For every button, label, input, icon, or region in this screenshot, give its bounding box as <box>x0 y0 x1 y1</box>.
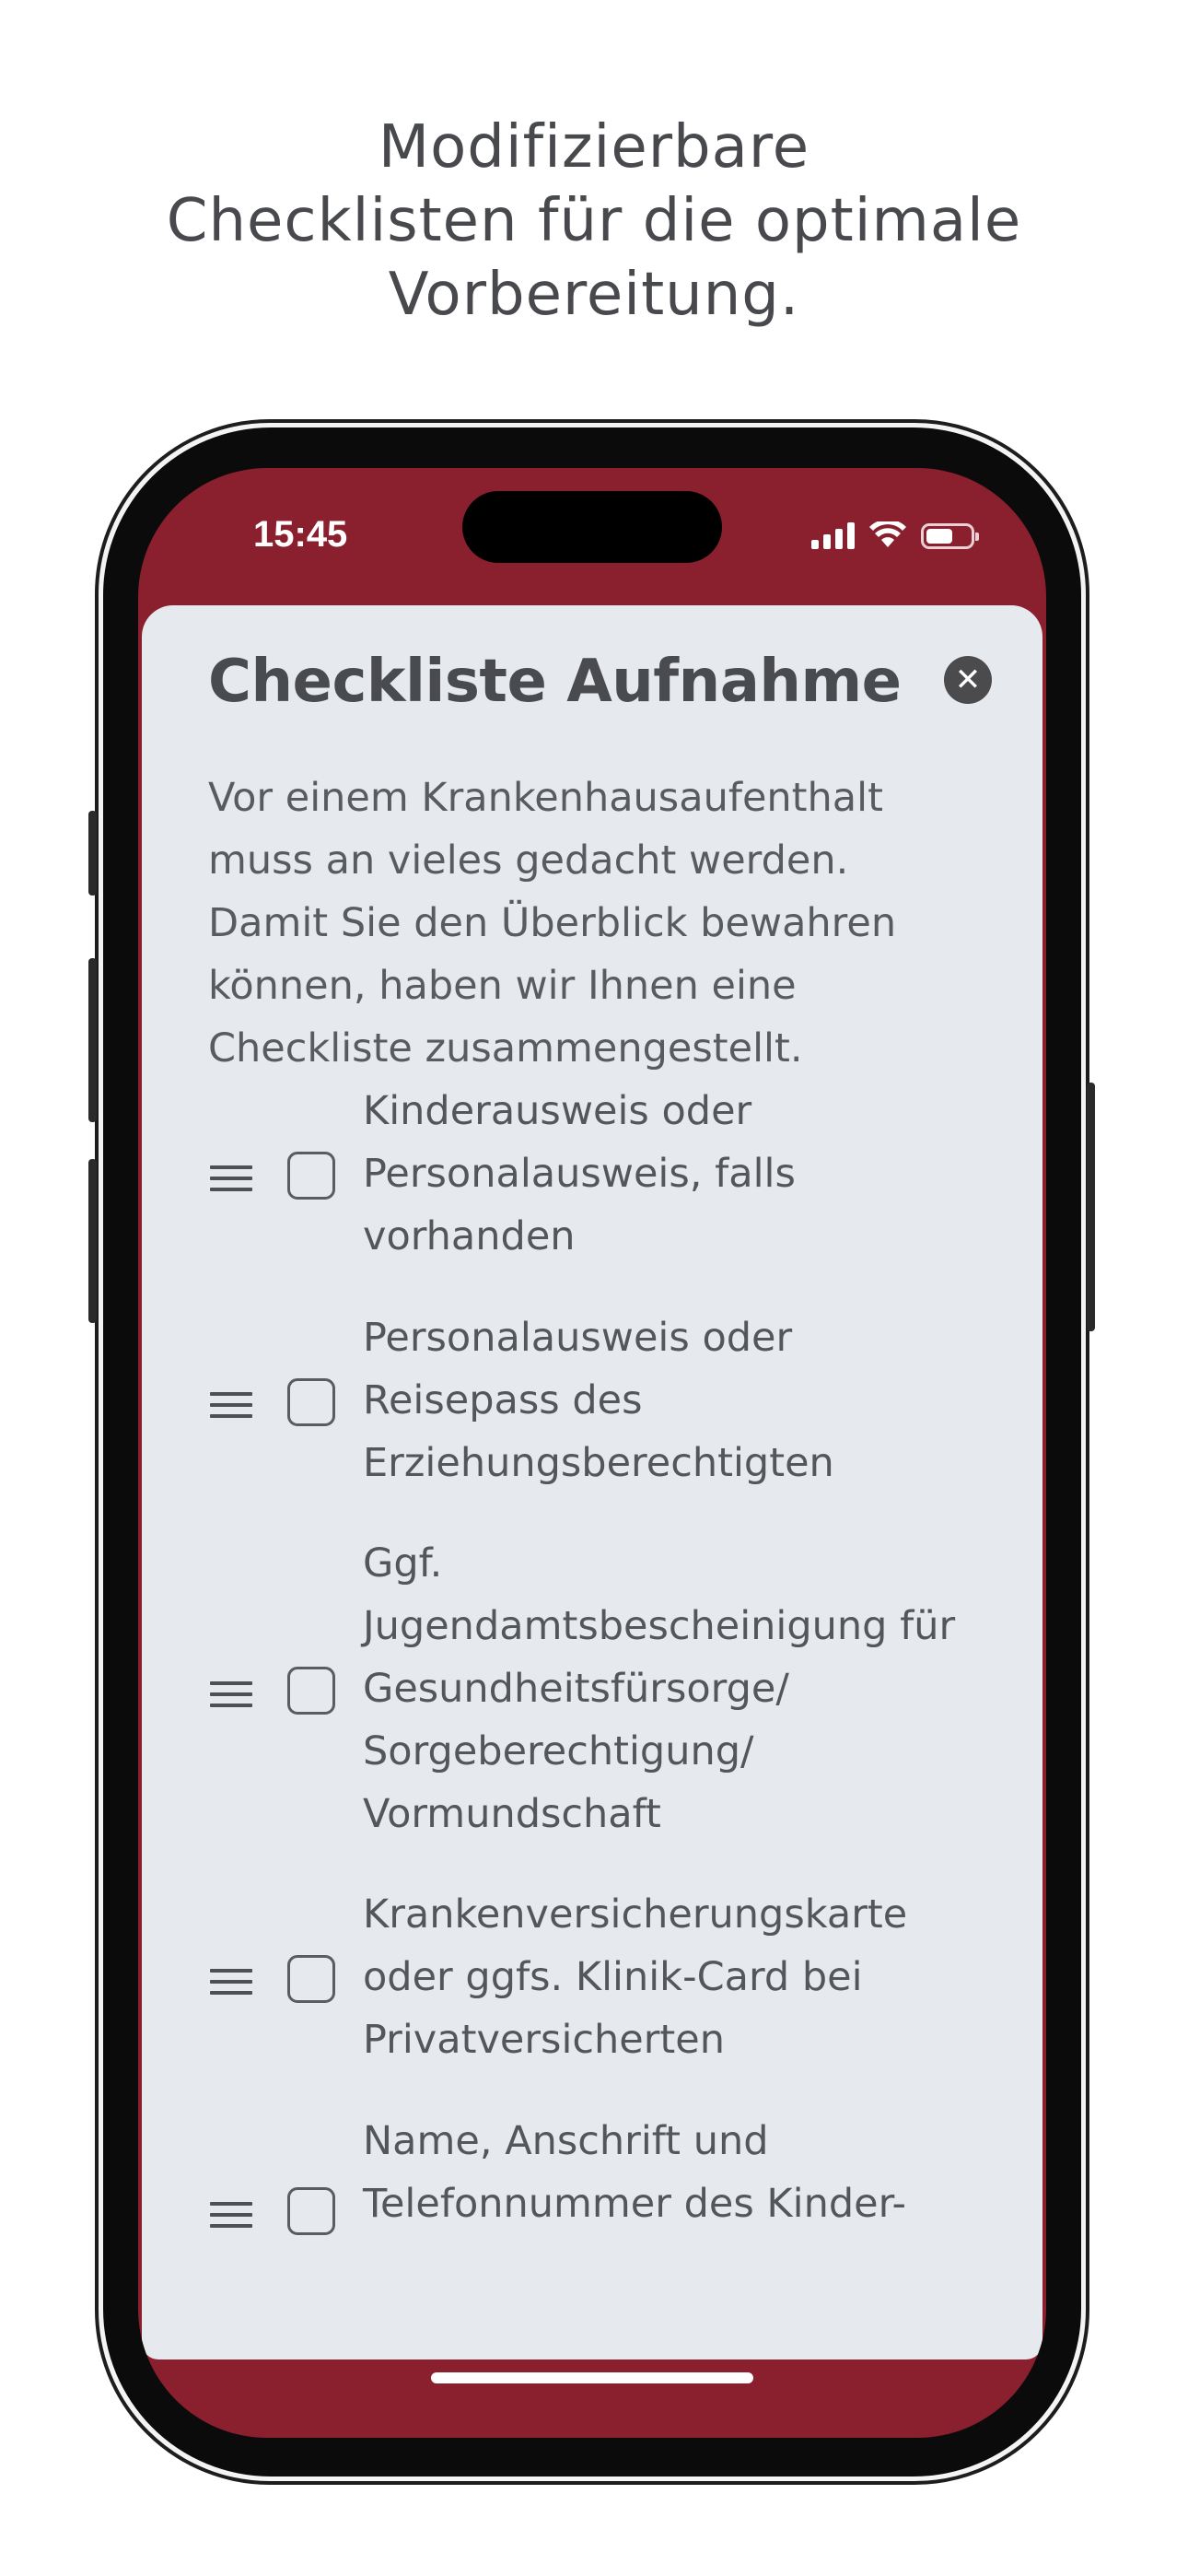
item-label-line: Privatversicherten <box>363 2017 725 2063</box>
item-label <box>363 1306 998 1494</box>
headline-line-2: Checklisten für die optimale <box>166 187 1022 255</box>
item-label <box>363 1080 998 1268</box>
item-label-line: Name, Anschrift und <box>363 2118 769 2164</box>
intro-line: können, haben wir Ihnen eine <box>208 963 797 1009</box>
volume-down-button <box>88 1159 97 1323</box>
intro-line: muss an vieles gedacht werden. <box>208 837 849 884</box>
headline-line-3: Vorbereitung. <box>388 261 800 329</box>
checklist-title: Checkliste Aufnahme <box>208 648 902 716</box>
headline-line-1: Modifizierbare <box>378 113 810 181</box>
item-checkbox[interactable] <box>287 1955 335 2003</box>
item-label-line: Gesundheitsfürsorge/ <box>363 1666 789 1712</box>
power-button <box>1087 1083 1095 1331</box>
item-label-line: Personalausweis oder <box>363 1315 793 1361</box>
item-label-line: vorhanden <box>363 1213 576 1259</box>
drag-handle-icon[interactable] <box>210 1165 252 1191</box>
item-checkbox[interactable] <box>287 1667 335 1715</box>
marketing-headline <box>0 111 1188 332</box>
item-label-line: Ggf. <box>363 1540 443 1587</box>
status-icons <box>811 521 974 549</box>
checklist-item <box>142 1080 1042 1268</box>
checklist-item <box>142 2110 1042 2359</box>
drag-handle-icon[interactable] <box>210 1681 252 1707</box>
checklist-item <box>142 1532 1042 1845</box>
intro-line: Vor einem Krankenhausaufenthalt <box>208 775 883 821</box>
item-label-line: Reisepass des <box>363 1377 643 1423</box>
item-label-line: Krankenversicherungskarte <box>363 1891 908 1938</box>
item-label <box>363 1532 998 1845</box>
action-button <box>88 811 97 896</box>
phone-screen <box>138 468 1046 2438</box>
item-label-line: Vormundschaft <box>363 1791 661 1837</box>
cellular-signal-icon <box>811 521 855 549</box>
dynamic-island <box>462 491 722 563</box>
close-icon[interactable]: ✕ <box>944 656 992 704</box>
checklist-intro <box>208 767 963 1080</box>
battery-icon <box>921 523 974 549</box>
intro-line: Damit Sie den Überblick bewahren <box>208 900 897 946</box>
checklist-item <box>142 1306 1042 1494</box>
item-checkbox[interactable] <box>287 1152 335 1200</box>
item-label-line: Jugendamtsbescheinigung für <box>363 1603 956 1649</box>
drag-handle-icon[interactable] <box>210 1969 252 1995</box>
drag-handle-icon[interactable] <box>210 2202 252 2228</box>
item-label <box>363 1883 998 2071</box>
volume-up-button <box>88 958 97 1122</box>
item-label-line: oder ggfs. Klinik-Card bei <box>363 1954 863 2000</box>
item-label-line: Erziehungsberechtigten <box>363 1440 834 1486</box>
wifi-icon <box>869 521 906 549</box>
checklist-card <box>142 605 1042 2359</box>
intro-line: Checkliste zusammengestellt. <box>208 1025 803 1071</box>
item-label-line: Personalausweis, falls <box>363 1151 796 1197</box>
item-label-line: Telefonnummer des Kinder- <box>363 2181 907 2227</box>
drag-handle-icon[interactable] <box>210 1392 252 1418</box>
status-time: 15:45 <box>253 514 348 555</box>
checklist-item <box>142 1883 1042 2071</box>
item-label <box>363 2110 998 2235</box>
item-label-line: Kinderausweis oder <box>363 1088 752 1134</box>
home-indicator[interactable] <box>431 2372 753 2383</box>
item-checkbox[interactable] <box>287 2187 335 2235</box>
item-checkbox[interactable] <box>287 1378 335 1426</box>
item-label-line: Sorgeberechtigung/ <box>363 1728 754 1774</box>
